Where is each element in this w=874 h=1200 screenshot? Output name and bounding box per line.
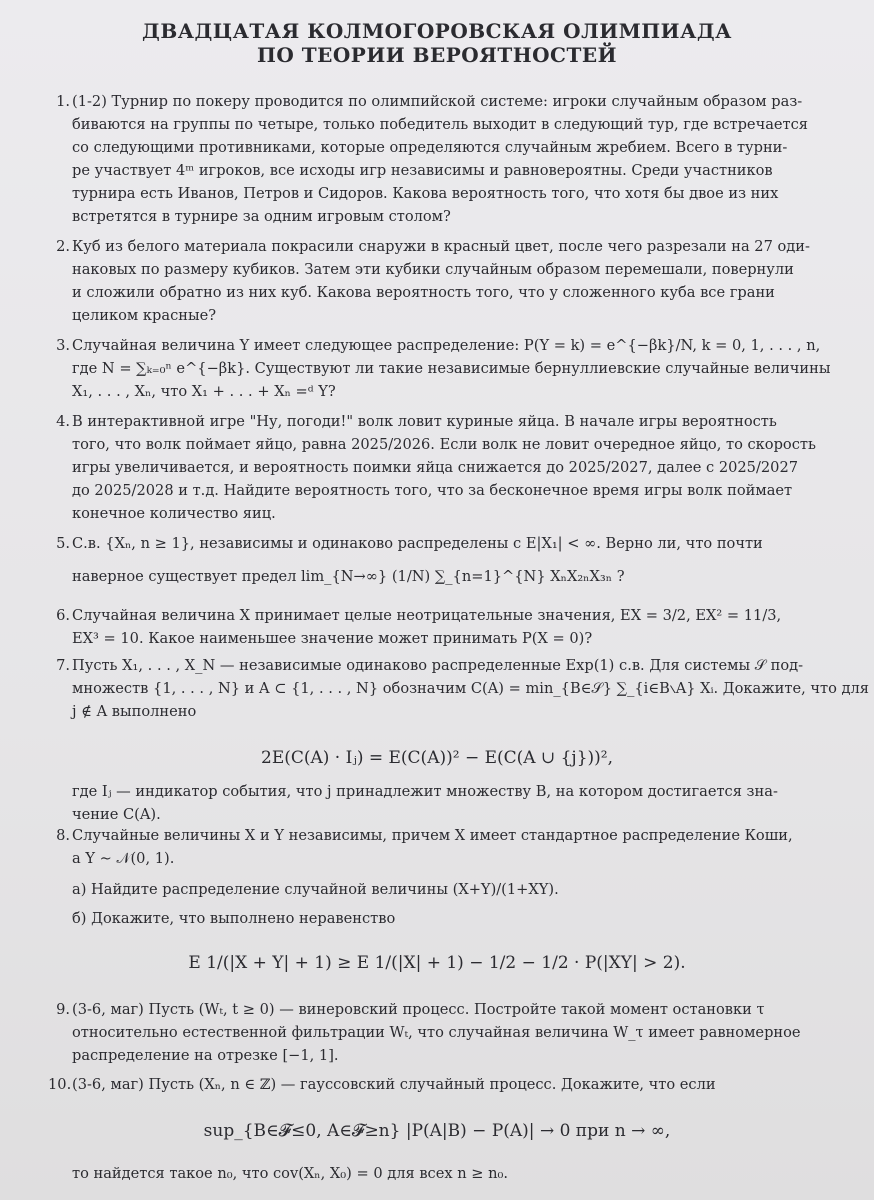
problem-8-part-b: б) Докажите, что выполнено неравенство — [72, 910, 396, 927]
problem-line: биваются на группы по четыре, только победитель выходит в следующий тур, где встречается — [72, 116, 809, 133]
problem-line: Случайная величина X принимает целые неотрицательные значения, EX = 3/2, EX² = 11/3, — [72, 607, 782, 624]
problem-line: турнира есть Иванов, Петров и Сидоров. Какова вероятность того, что хотя бы двое из них — [72, 185, 779, 202]
problem-line: а Y ∼ 𝒩(0, 1). — [72, 850, 175, 867]
problem-line: целиком красные? — [72, 307, 217, 324]
problem-7-formula: 2E(C(A) · Iⱼ) = E(C(A))² − E(C(A ∪ {j}))², — [261, 748, 613, 768]
problem-line: множеств {1, . . . , N} и A ⊂ {1, . . . , N} обозначим C(A) = min_{B∈𝒮} ∑_{i∈B∖A} Xᵢ. Докажите, что для — [72, 680, 870, 697]
problem-line: наверное существует предел lim_{N→∞} (1/N) ∑_{n=1}^{N} XₙX₂ₙX₃ₙ ? — [72, 568, 625, 585]
problem-number: 4. — [56, 413, 70, 430]
problem-number: 10. — [48, 1076, 72, 1093]
problem-number: 3. — [56, 337, 70, 354]
problem-line: (3-6, маг) Пусть (Xₙ, n ∈ ℤ) — гауссовский случайный процесс. Докажите, что если — [72, 1076, 716, 1093]
problem-line: j ∉ A выполнено — [72, 703, 197, 720]
problem-line: С.в. {Xₙ, n ≥ 1}, независимы и одинаково распределены с E|X₁| < ∞. Верно ли, что почти — [72, 535, 763, 552]
problem-line: игры увеличивается, и вероятность поимки яйца снижается до 2025/2027, далее с 2025/2027 — [72, 459, 799, 476]
title-line-1: ДВАДЦАТАЯ КОЛМОГОРОВСКАЯ ОЛИМПИАДА — [142, 19, 732, 43]
problem-line: относительно естественной фильтрации Wₜ, что случайная величина W_τ имеет равномерное — [72, 1024, 801, 1041]
problem-line: до 2025/2028 и т.д. Найдите вероятность того, что за бесконечное время игры волк поймает — [72, 482, 793, 499]
problem-line: где N = ∑ₖ₌₀ⁿ e^{−βk}. Существуют ли такие независимые бернуллиевские случайные величины — [72, 360, 831, 377]
problem-line: Куб из белого материала покрасили снаружи в красный цвет, после чего разрезали на 27 оди- — [72, 238, 810, 255]
problem-line: ре участвует 4ᵐ игроков, все исходы игр независимы и равновероятны. Среди участников — [72, 162, 773, 179]
problem-line: наковых по размеру кубиков. Затем эти кубики случайным образом перемешали, повернули — [72, 261, 794, 278]
problem-number: 5. — [56, 535, 70, 552]
problem-text — [72, 532, 848, 588]
title-line-2: ПО ТЕОРИИ ВЕРОЯТНОСТЕЙ — [256, 43, 617, 67]
problem-8-part-a: а) Найдите распределение случайной величины (X+Y)/(1+XY). — [72, 881, 559, 898]
problem-text — [72, 998, 848, 1067]
problem-line: (1-2) Турнир по покеру проводится по олимпийской системе: игроки случайным образом раз- — [72, 93, 803, 110]
problem-text — [72, 604, 848, 650]
problem-8-formula: E 1/(|X + Y| + 1) ≥ E 1/(|X| + 1) − 1/2 − 1/2 · P(|XY| > 2). — [188, 953, 686, 973]
problem-line: конечное количество яиц. — [72, 505, 276, 522]
problem-line: Случайная величина Y имеет следующее распределение: P(Y = k) = e^{−βk}/N, k = 0, 1, . . . , n, — [72, 337, 821, 354]
problem-text — [72, 1073, 848, 1096]
problem-line: чение C(A). — [72, 806, 161, 823]
problem-number: 8. — [56, 827, 70, 844]
problem-line: распределение на отрезке [−1, 1]. — [72, 1047, 339, 1064]
problem-text — [72, 235, 848, 327]
problem-text — [72, 654, 870, 723]
problem-line: X₁, . . . , Xₙ, что X₁ + . . . + Xₙ =ᵈ Y? — [72, 383, 336, 400]
problem-text — [72, 410, 848, 525]
problem-line: того, что волк поймает яйцо, равна 2025/2026. Если волк не ловит очередное яйцо, то скорость — [72, 436, 816, 453]
problem-number: 6. — [56, 607, 70, 624]
problem-text — [72, 334, 848, 403]
problem-text — [72, 1162, 848, 1185]
problem-number: 7. — [56, 657, 70, 674]
problem-line: В интерактивной игре "Ну, погоди!" волк ловит куриные яйца. В начале игры вероятность — [72, 413, 777, 430]
problem-number: 1. — [56, 93, 70, 110]
problem-text — [72, 780, 848, 826]
problem-number: 2. — [56, 238, 70, 255]
problem-10-formula: sup_{B∈𝓕≤0, A∈𝓕≥n} |P(A|B) − P(A)| → 0 при n → ∞, — [203, 1121, 671, 1141]
problem-line: и сложили обратно из них куб. Какова вероятность того, что у сложенного куба все грани — [72, 284, 775, 301]
problem-line: встретятся в турнире за одним игровым столом? — [72, 208, 451, 225]
problem-line: (3-6, маг) Пусть (Wₜ, t ≥ 0) — винеровский процесс. Постройте такой момент остановки τ — [72, 1001, 765, 1018]
problem-text — [72, 824, 848, 930]
problem-line: Пусть X₁, . . . , X_N — независимые одинаково распределенные Exp(1) с.в. Для системы 𝒮 под- — [72, 657, 804, 674]
problem-line: то найдется такое n₀, что cov(Xₙ, X₀) = 0 для всех n ≥ n₀. — [72, 1165, 509, 1182]
problem-number: 9. — [56, 1001, 70, 1018]
problem-text — [72, 90, 848, 228]
problem-line: со следующими противниками, которые определяются случайным жребием. Всего в турни- — [72, 139, 788, 156]
problem-line: Случайные величины X и Y независимы, причем X имеет стандартное распределение Коши, — [72, 827, 793, 844]
problem-line: EX³ = 10. Какое наименьшее значение может принимать P(X = 0)? — [72, 630, 593, 647]
problem-line: где Iⱼ — индикатор события, что j принадлежит множеству B, на котором достигается зна- — [72, 783, 778, 800]
